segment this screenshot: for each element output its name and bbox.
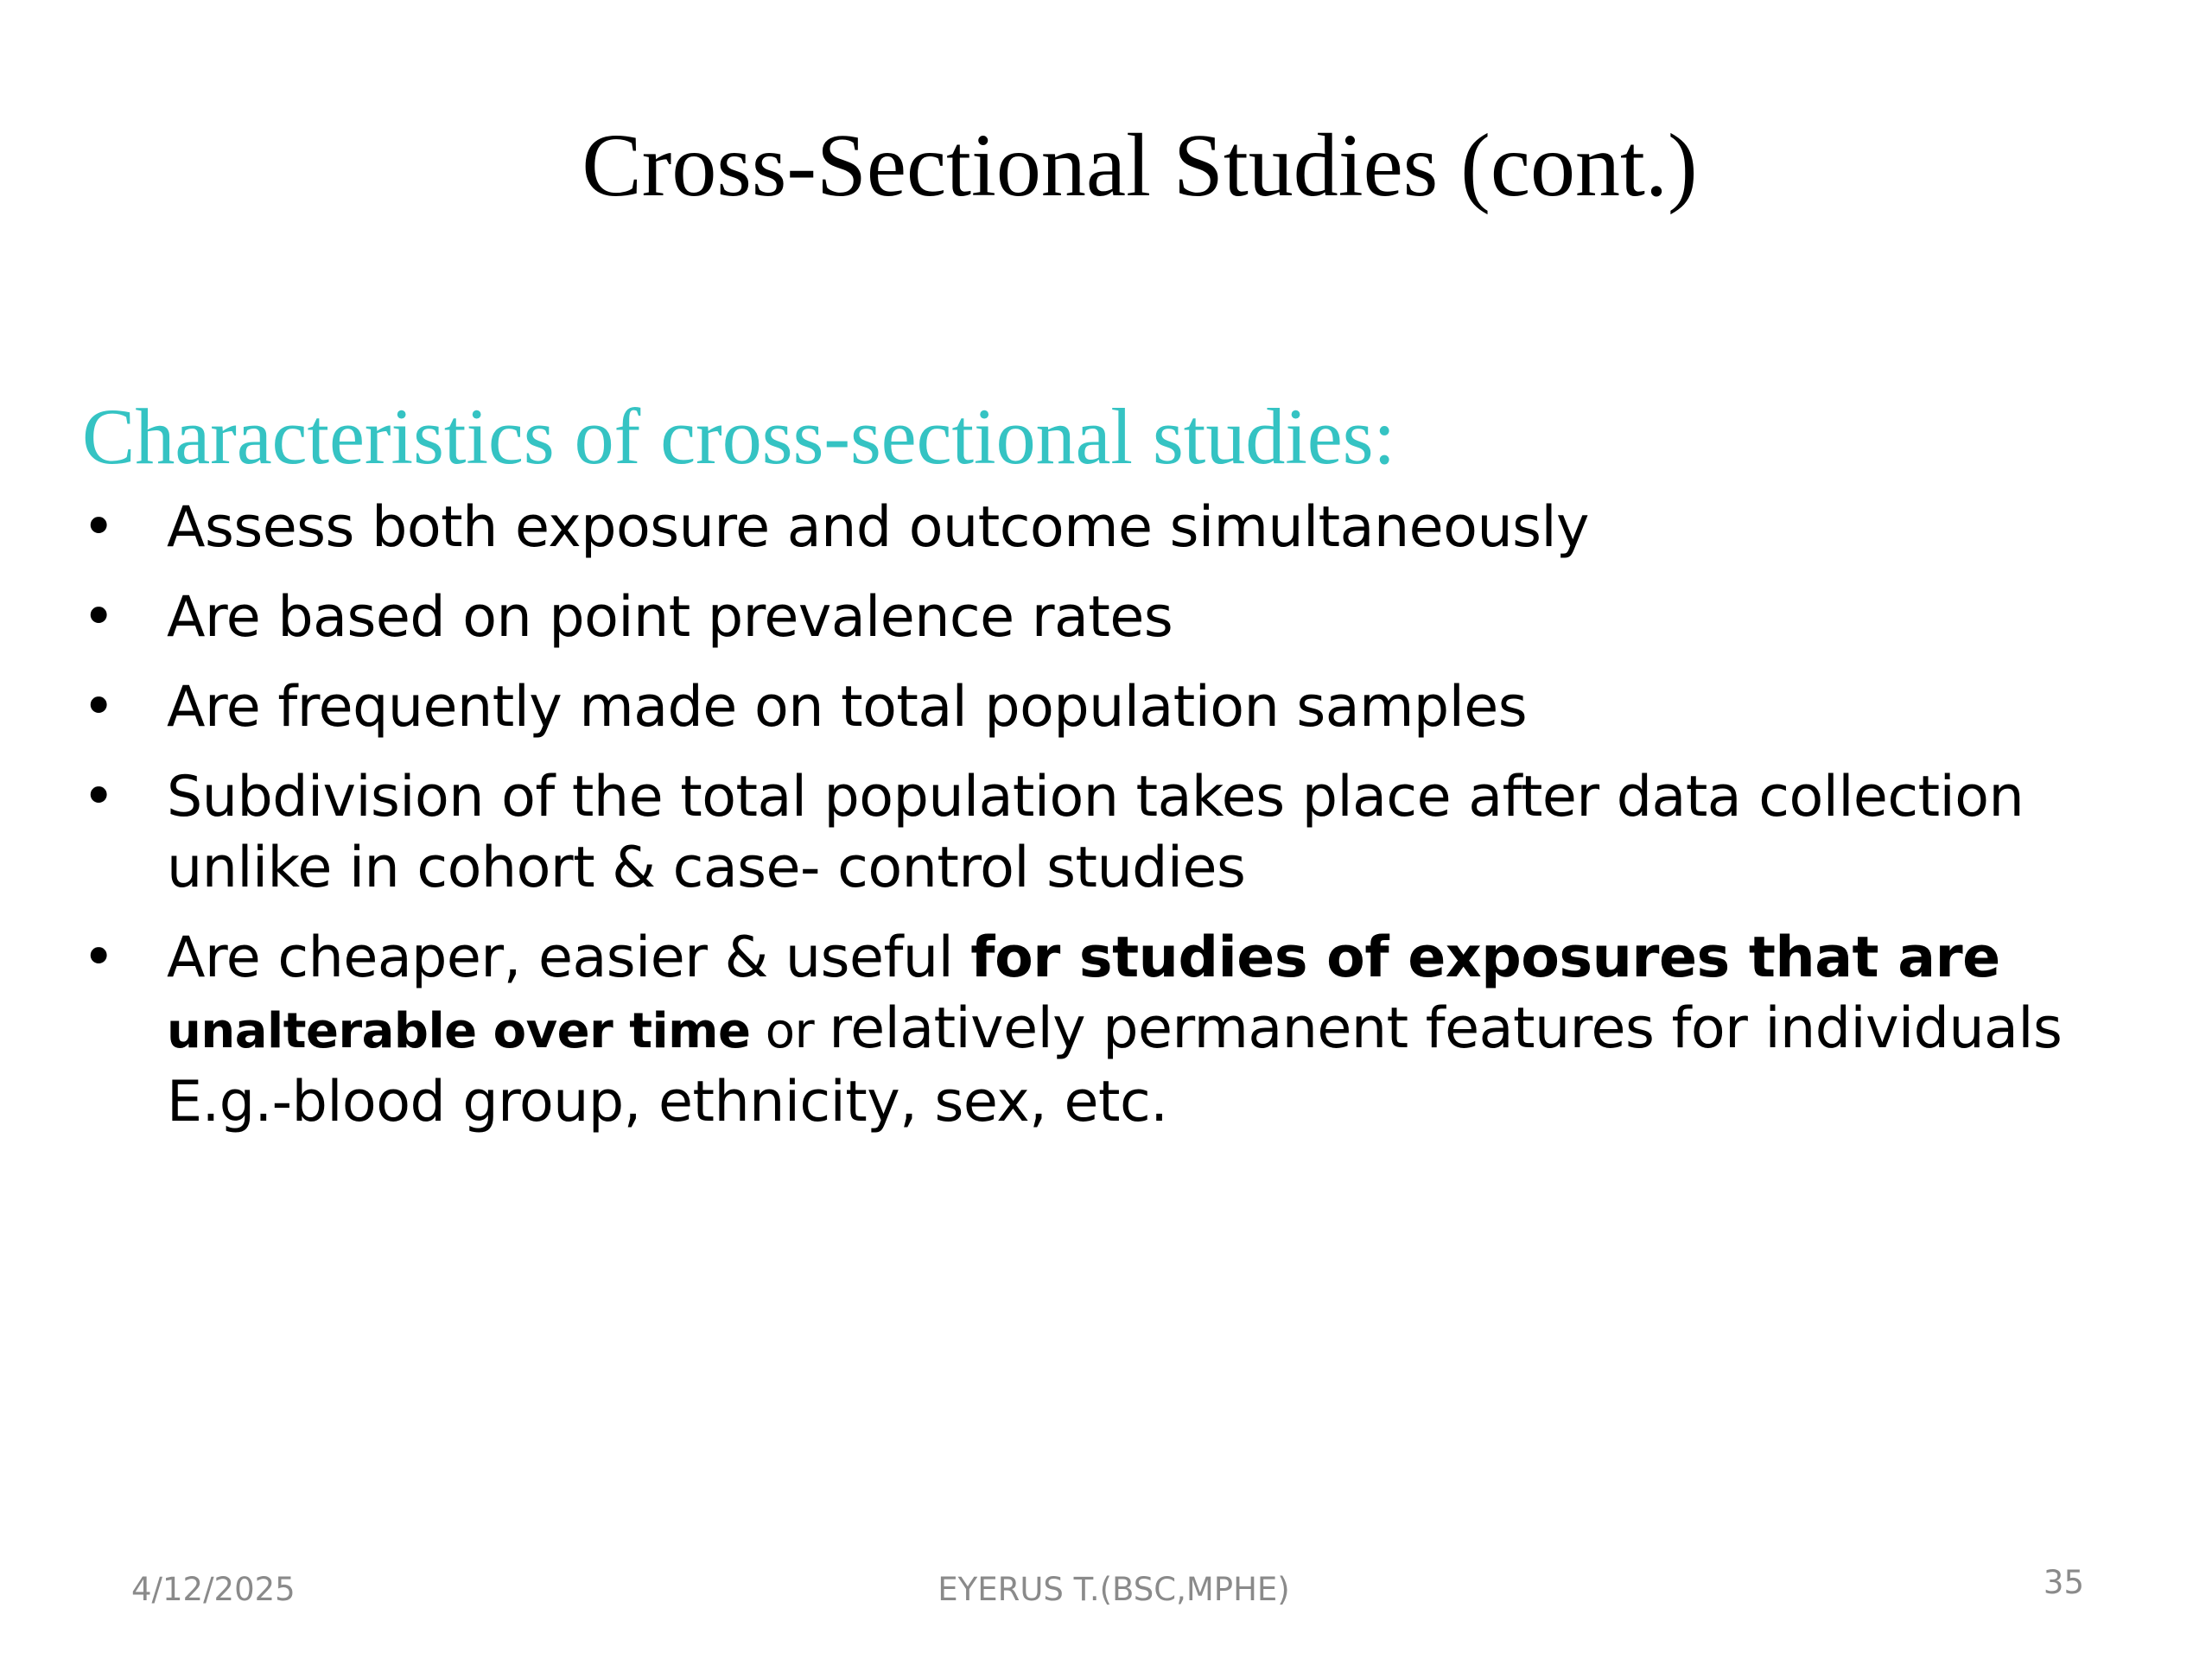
bullet-icon: •: [82, 765, 115, 830]
slide-title: Cross-Sectional Studies (cont.): [582, 116, 1698, 215]
bullet-text-line: [167, 923, 2212, 994]
bullet-text-bold: for studies of exposures that are: [970, 925, 2000, 990]
bullet-text-regular: or: [750, 1003, 830, 1059]
bullet-text-regular: relatively permanent features for individuals: [829, 996, 2063, 1061]
bullet-text: Are based on point prevalence rates: [167, 585, 1173, 650]
bullet-text-bold: unalterable over time: [167, 1003, 751, 1059]
bullet-item: [0, 493, 2212, 563]
bullet-icon: •: [82, 495, 115, 560]
bullet-item: [0, 672, 2212, 743]
bullet-list: [0, 493, 2212, 1157]
bullet-item: [0, 762, 2212, 904]
bullet-item: [0, 582, 2212, 653]
bullet-item: [0, 923, 2212, 1138]
footer-date: 4/12/2025: [131, 1571, 296, 1608]
bullet-icon: •: [82, 585, 115, 650]
footer-page-number: 35: [2043, 1564, 2084, 1601]
bullet-text-line: E.g.-blood group, ethnicity, sex, etc.: [167, 1070, 1168, 1135]
bullet-text-regular: Are cheaper, easier & useful: [167, 925, 971, 990]
bullet-text-line: [167, 994, 2212, 1067]
bullet-text: Assess both exposure and outcome simultaneously: [167, 495, 1590, 560]
bullet-icon: •: [82, 925, 115, 990]
bullet-text: Are frequently made on total population samples: [167, 675, 1528, 740]
bullet-icon: •: [82, 675, 115, 740]
footer-author: EYERUS T.(BSC,MPHE): [938, 1571, 1290, 1608]
slide-subheading: Characteristics of cross-sectional studies:: [82, 392, 1396, 480]
bullet-text-line: Subdivision of the total population takes place after data collection: [167, 765, 2024, 830]
bullet-text-line: unlike in cohort & case- control studies: [167, 836, 1246, 900]
